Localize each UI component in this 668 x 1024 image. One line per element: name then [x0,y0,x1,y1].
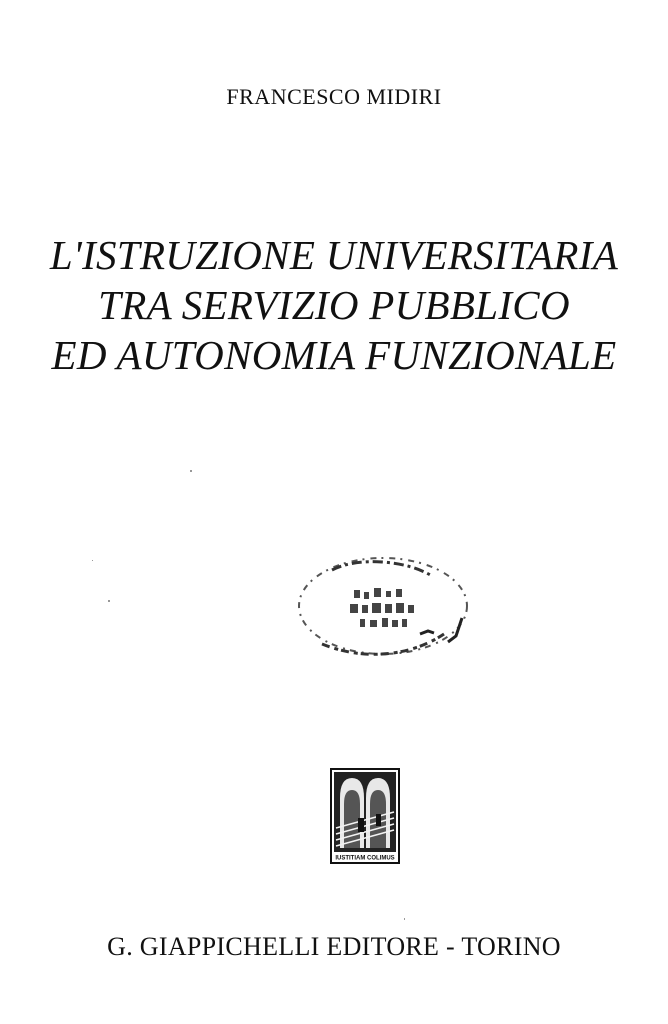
title-line-2: TRA SERVIZIO PUBBLICO [98,282,570,328]
svg-text:IUSTITIAM COLIMUS: IUSTITIAM COLIMUS [335,855,395,862]
title-line-1: L'ISTRUZIONE UNIVERSITARIA [49,232,619,278]
book-title [0,230,668,380]
publisher-name: G. GIAPPICHELLI EDITORE - TORINO [107,932,561,961]
library-stamp-icon [292,548,474,666]
paper-speck [190,470,192,472]
paper-speck [92,560,93,561]
paper-speck [404,918,405,920]
paper-speck [108,600,110,602]
publisher-logo-icon [330,768,400,864]
title-line-3: ED AUTONOMIA FUNZIONALE [51,332,617,378]
author-name: FRANCESCO MIDIRI [226,84,442,109]
